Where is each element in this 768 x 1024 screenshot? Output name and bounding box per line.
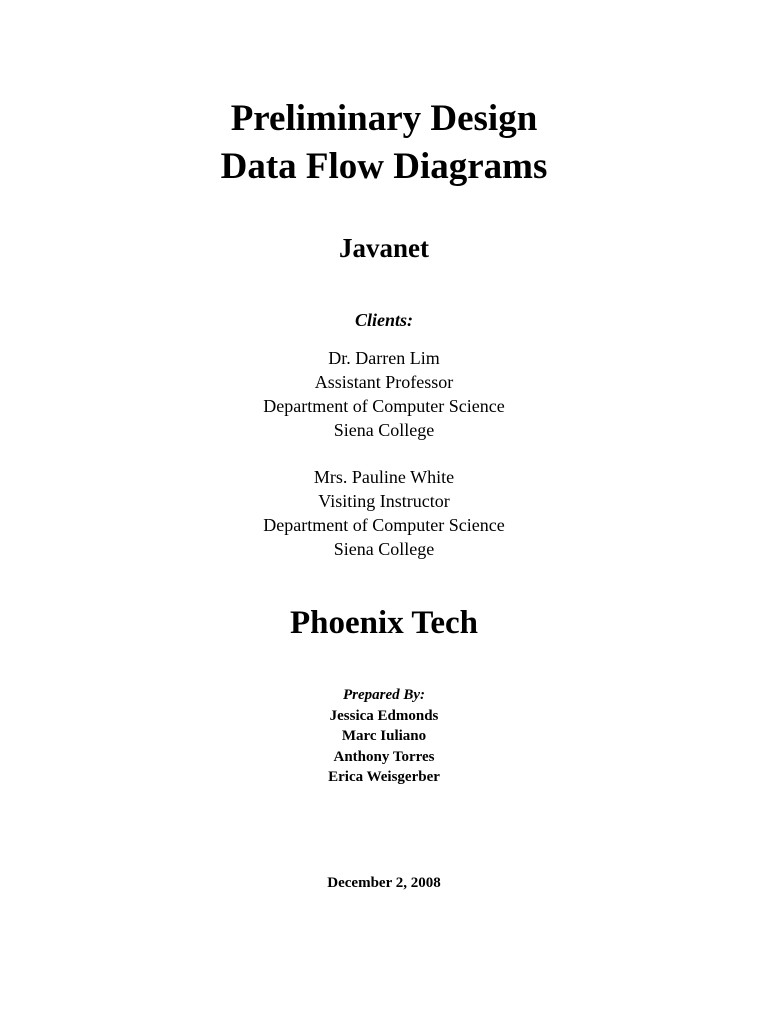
client-name: Dr. Darren Lim bbox=[328, 348, 440, 368]
document-date: December 2, 2008 bbox=[327, 875, 441, 891]
author-name: Erica Weisgerber bbox=[328, 769, 440, 785]
client-title: Assistant Professor bbox=[314, 372, 454, 392]
title-line-2: Data Flow Diagrams bbox=[220, 146, 548, 187]
author-name: Anthony Torres bbox=[333, 749, 435, 765]
client-institution: Siena College bbox=[333, 539, 435, 559]
company-name: Phoenix Tech bbox=[290, 605, 478, 641]
title-line-1: Preliminary Design bbox=[230, 98, 538, 139]
clients-label: Clients: bbox=[354, 310, 413, 330]
author-name: Marc Iuliano bbox=[341, 728, 427, 744]
client-title: Visiting Instructor bbox=[318, 491, 450, 511]
author-name: Jessica Edmonds bbox=[329, 708, 439, 724]
client-institution: Siena College bbox=[333, 420, 435, 440]
project-name: Javanet bbox=[339, 233, 429, 263]
client-department: Department of Computer Science bbox=[263, 396, 505, 416]
client-name: Mrs. Pauline White bbox=[313, 467, 455, 487]
prepared-by-label: Prepared By: bbox=[342, 687, 426, 703]
client-department: Department of Computer Science bbox=[263, 515, 505, 535]
